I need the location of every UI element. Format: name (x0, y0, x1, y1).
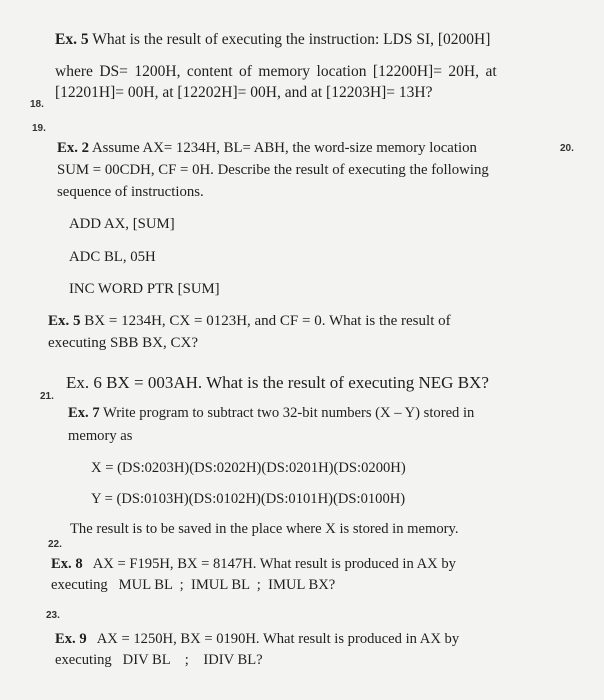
ex5-sbb-text1: BX = 1234H, CX = 0123H, and CF = 0. What is the result of (80, 313, 451, 329)
question-number-20: 20. (560, 143, 574, 154)
ex7-note: The result is to be saved in the place where X is stored in memory. (70, 521, 459, 537)
question-number-22: 22. (48, 539, 62, 550)
ex2-adc-line2: SUM = 00CDH, CF = 0H. Describe the result of executing the following (57, 162, 489, 178)
ex8-mul-line1 (51, 556, 456, 573)
question-number-19: 19. (32, 123, 46, 134)
ex2-adc-line1 (57, 140, 477, 157)
ex5-sbb-heading: Ex. 5 (48, 313, 81, 329)
ex5-lds-line2: where DS= 1200H, content of memory location [12200H]= 20H, at (55, 63, 497, 80)
ex6-neg-text1: BX = 003AH. What is the result of executing NEG BX? (101, 373, 489, 392)
ex5-sbb-line2: executing SBB BX, CX? (48, 335, 198, 351)
ex9-div-line1 (55, 631, 459, 648)
ex2-adc-heading: Ex. 2 (57, 140, 90, 156)
ex9-div-line2: executing DIV BL ; IDIV BL? (55, 652, 263, 668)
ex7-sub-heading: Ex. 7 (68, 405, 100, 421)
ex5-lds-text1: What is the result of executing the instruction: LDS SI, [0200H] (88, 31, 491, 48)
ex8-mul-line2: executing MUL BL ; IMUL BL ; IMUL BX? (51, 577, 336, 593)
ex6-neg-heading: Ex. 6 (66, 373, 102, 392)
ex8-mul-text1: AX = F195H, BX = 8147H. What result is produced in AX by (82, 556, 456, 572)
ex2-adc-text1: Assume AX= 1234H, BL= ABH, the word-size memory location (89, 140, 477, 156)
question-number-21: 21. (40, 391, 54, 402)
question-number-23: 23. (46, 610, 60, 621)
instruction-inc: INC WORD PTR [SUM] (69, 281, 220, 297)
ex7-sub-text1: Write program to subtract two 32-bit numbers (X – Y) stored in (99, 405, 475, 421)
ex5-lds-line3: [12201H]= 00H, at [12202H]= 00H, and at [12203H]= 13H? (55, 84, 433, 101)
ex5-sbb-line1 (48, 313, 451, 330)
ex7-sub-line1 (68, 405, 474, 422)
ex8-mul-heading: Ex. 8 (51, 556, 83, 572)
instruction-adc: ADC BL, 05H (69, 249, 156, 265)
ex5-lds-heading: Ex. 5 (55, 31, 89, 48)
ex5-lds-line1 (55, 31, 490, 49)
ex7-y-definition: Y = (DS:0103H)(DS:0102H)(DS:0101H)(DS:0100H) (91, 491, 406, 507)
instruction-add: ADD AX, [SUM] (69, 216, 175, 232)
ex7-sub-line2: memory as (68, 428, 133, 444)
ex9-div-text1: AX = 1250H, BX = 0190H. What result is produced in AX by (86, 631, 460, 647)
ex9-div-heading: Ex. 9 (55, 631, 87, 647)
ex7-x-definition: X = (DS:0203H)(DS:0202H)(DS:0201H)(DS:0200H) (91, 460, 406, 476)
ex2-adc-line3: sequence of instructions. (57, 184, 204, 200)
ex6-neg-line1 (66, 373, 489, 393)
question-number-18: 18. (30, 99, 44, 110)
